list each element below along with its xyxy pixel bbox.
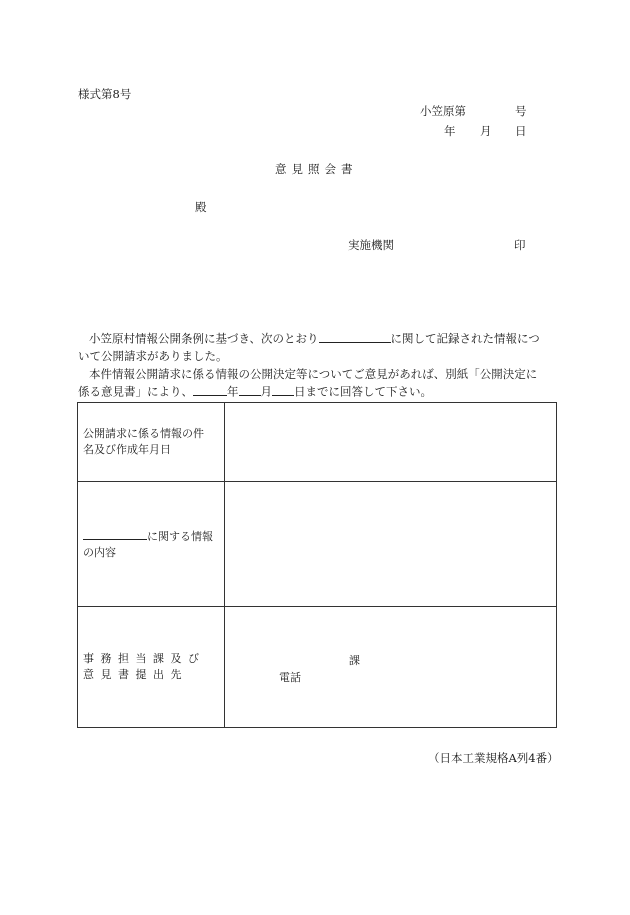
subject-blank xyxy=(319,330,391,343)
date-month: 月 xyxy=(480,124,492,138)
row-value-request-info[interactable] xyxy=(225,403,557,482)
content-subject-blank xyxy=(83,528,147,540)
body-p2-year: 年 xyxy=(227,384,239,399)
month-blank xyxy=(239,383,261,396)
section-label: 課 xyxy=(349,654,360,667)
body-p1-b: に関して記録された情報につ xyxy=(390,331,540,346)
row-label-office: 事務担当課及び 意見書提出先 xyxy=(78,607,225,728)
addressee-suffix: 殿 xyxy=(195,200,207,214)
row-value-office[interactable] xyxy=(225,607,557,728)
body-p2-a: 本件情報公開請求に係る情報の公開決定等についてご意見があれば、別紙「公開決定に xyxy=(88,367,538,381)
table-row xyxy=(78,482,557,607)
row-value-content[interactable] xyxy=(225,482,557,607)
body-p1-c: いて公開請求がありました。 xyxy=(78,348,228,363)
row-label-content: に関する情報 の内容 xyxy=(78,482,225,607)
phone-label: 電話 xyxy=(279,671,301,684)
table-row xyxy=(78,607,557,728)
body-paragraph-2 xyxy=(78,366,556,401)
row-label-request-info: 公開請求に係る情報の件 名及び作成年月日 xyxy=(78,403,225,482)
body-p2-c: 日までに回答して下さい。 xyxy=(294,384,432,399)
doc-number-prefix: 小笠原第 xyxy=(420,104,466,118)
body-p2-month: 月 xyxy=(260,384,272,399)
body-p2-b: 係る意見書」により、 xyxy=(78,384,193,399)
date-day: 日 xyxy=(515,124,527,138)
day-blank xyxy=(272,383,294,396)
form-number: 様式第8号 xyxy=(78,87,132,101)
doc-number-suffix: 号 xyxy=(515,104,527,118)
year-blank xyxy=(193,383,227,396)
table-row xyxy=(78,403,557,482)
info-table xyxy=(77,402,557,728)
body-paragraph-1 xyxy=(78,330,556,365)
sender-label: 実施機関 xyxy=(348,238,394,252)
date-year: 年 xyxy=(444,124,456,138)
body-p1-a: 小笠原村情報公開条例に基づき、次のとおり xyxy=(88,331,319,346)
paper-size-note: （日本工業規格A列4番） xyxy=(428,751,559,765)
seal-mark: 印 xyxy=(514,238,526,252)
document-title: 意見照会書 xyxy=(275,162,358,176)
